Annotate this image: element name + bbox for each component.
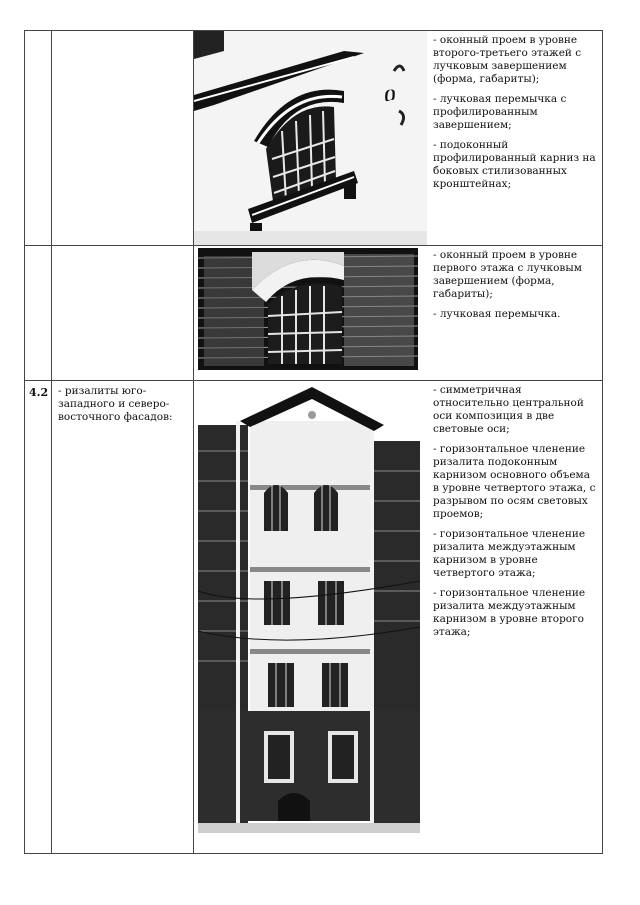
description-item: - оконный проем в уровне первого этажа с лучковым завершением (форма, габариты); (433, 249, 582, 300)
risalit-facade-photo-icon (194, 381, 427, 853)
photo-cell (194, 381, 427, 854)
table-row (25, 246, 603, 381)
description-item: - оконный проем в уровне второго-третьего этажей с лучковым завершением (форма, габариты); (433, 34, 582, 85)
description-cell (427, 31, 603, 246)
description-item: - лучковая перемычка с профилированным завершением; (433, 93, 567, 131)
window-arch-lower-photo-icon (194, 246, 427, 380)
description-cell (427, 246, 603, 381)
window-arch-upper-photo-icon (194, 31, 427, 245)
description-cell (427, 381, 603, 854)
description-item: - подоконный профилированный карниз на боковых стилизованных кронштейнах; (433, 139, 596, 190)
description-item: - горизонтальное членение ризалита подоконным карнизом основного объема в уровне четвертого этажа, с разрывом по осям световых проемов; (433, 443, 596, 520)
row-number (25, 31, 52, 246)
table-row (25, 31, 603, 246)
table-row (25, 381, 603, 854)
svg-text:ዐ: ዐ (384, 82, 396, 107)
element-name (52, 31, 194, 246)
photo-cell (194, 31, 427, 246)
photo-cell (194, 246, 427, 381)
heritage-elements-table (24, 30, 603, 854)
description-item: - горизонтальное членение ризалита междуэтажным карнизом в уровне четвертого этажа; (433, 528, 586, 579)
row-number (25, 246, 52, 381)
element-name (52, 246, 194, 381)
description-item: - горизонтальное членение ризалита междуэтажным карнизом в уровне второго этажа; (433, 587, 586, 638)
description-item: - лучковая перемычка. (433, 308, 561, 320)
description-item: - симметричная относительно центральной оси композиция в две световые оси; (433, 384, 584, 435)
row-number: 4.2 (25, 381, 52, 854)
element-name: - ризалиты юго-западного и северо-восточного фасадов: (52, 381, 194, 854)
